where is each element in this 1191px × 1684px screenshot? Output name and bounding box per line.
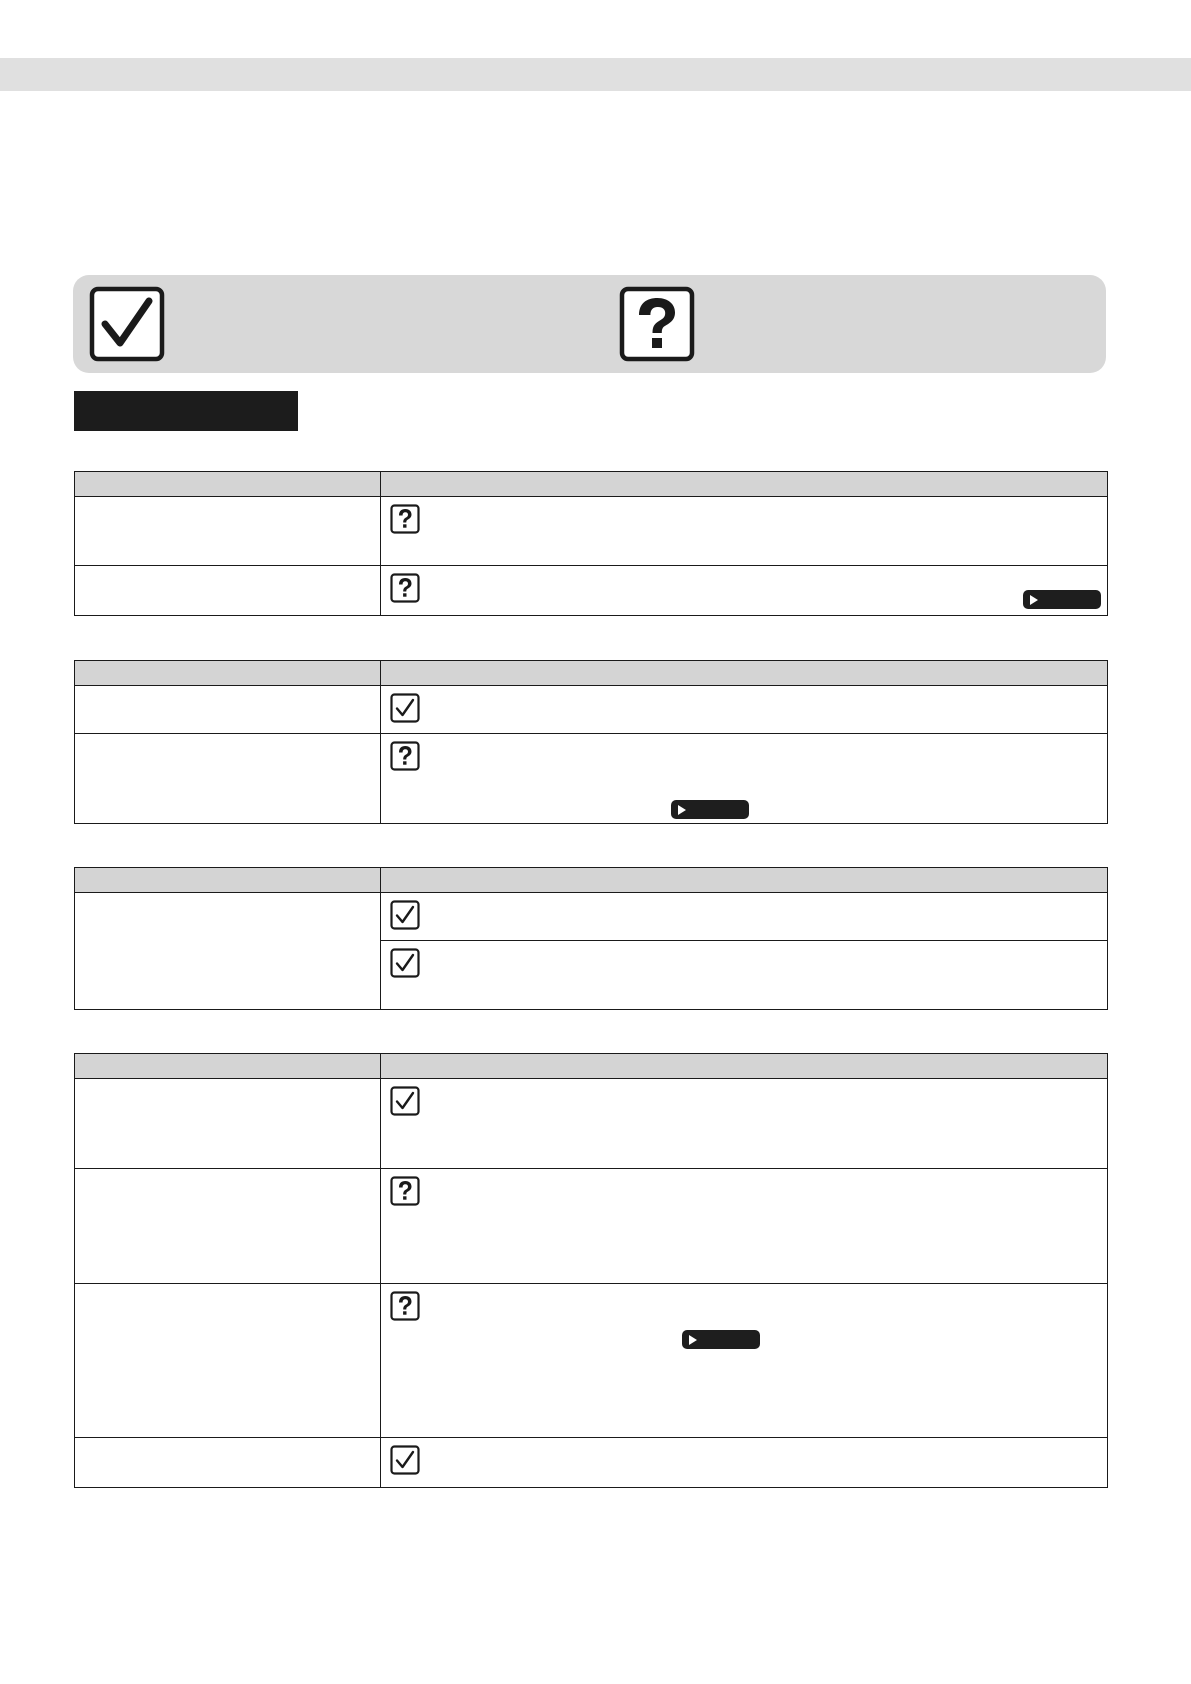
- symptom-cell: [75, 1284, 381, 1438]
- check-icon: [390, 693, 420, 723]
- check-icon: [390, 948, 420, 978]
- header-symptom: [75, 661, 381, 686]
- question-icon: [390, 741, 420, 771]
- remedy-cell: [381, 566, 1108, 616]
- header-remedy: [381, 868, 1108, 893]
- table-row: [75, 734, 1108, 824]
- check-icon: [89, 286, 165, 362]
- symptom-cell: [75, 686, 381, 734]
- table-row: [75, 686, 1108, 734]
- section-tab: [74, 391, 298, 431]
- remedy-cell: [381, 1438, 1108, 1488]
- see-page-link-button[interactable]: [682, 1330, 760, 1349]
- remedy-cell: [381, 941, 1108, 1010]
- question-icon: [390, 1176, 420, 1206]
- top-band: [0, 58, 1191, 91]
- faq-table-1: [74, 471, 1108, 616]
- faq-table-2: [74, 660, 1108, 824]
- table-header-row: [75, 868, 1108, 893]
- see-page-link-button[interactable]: [1023, 590, 1101, 609]
- question-icon: [619, 286, 695, 362]
- table-row: [75, 1169, 1108, 1284]
- header-symptom: [75, 1054, 381, 1079]
- table-row: [75, 1438, 1108, 1488]
- see-page-link-button[interactable]: [671, 800, 749, 819]
- header-remedy: [381, 1054, 1108, 1079]
- remedy-cell: [381, 893, 1108, 941]
- table-row: [75, 497, 1108, 566]
- check-icon: [390, 900, 420, 930]
- header-symptom: [75, 868, 381, 893]
- question-icon: [390, 1291, 420, 1321]
- table-header-row: [75, 472, 1108, 497]
- question-icon: [390, 573, 420, 603]
- remedy-cell: [381, 734, 1108, 824]
- symptom-cell: [75, 497, 381, 566]
- remedy-cell: [381, 1079, 1108, 1169]
- remedy-cell: [381, 686, 1108, 734]
- header-remedy: [381, 472, 1108, 497]
- check-icon: [390, 1445, 420, 1475]
- table-row: [75, 1284, 1108, 1438]
- header-symptom: [75, 472, 381, 497]
- faq-table-3: [74, 867, 1108, 1010]
- question-icon: [390, 504, 420, 534]
- symptom-cell: [75, 893, 381, 1010]
- check-icon: [390, 1086, 420, 1116]
- symptom-cell: [75, 1169, 381, 1284]
- table-row: [75, 1079, 1108, 1169]
- remedy-cell: [381, 1284, 1108, 1438]
- faq-table-4: [74, 1053, 1108, 1488]
- symptom-cell: [75, 1079, 381, 1169]
- remedy-cell: [381, 497, 1108, 566]
- symptom-cell: [75, 566, 381, 616]
- symptom-cell: [75, 734, 381, 824]
- table-header-row: [75, 661, 1108, 686]
- table-row: [75, 893, 1108, 941]
- symptom-cell: [75, 1438, 381, 1488]
- table-header-row: [75, 1054, 1108, 1079]
- legend-banner: [73, 275, 1106, 373]
- header-remedy: [381, 661, 1108, 686]
- remedy-cell: [381, 1169, 1108, 1284]
- table-row: [75, 566, 1108, 616]
